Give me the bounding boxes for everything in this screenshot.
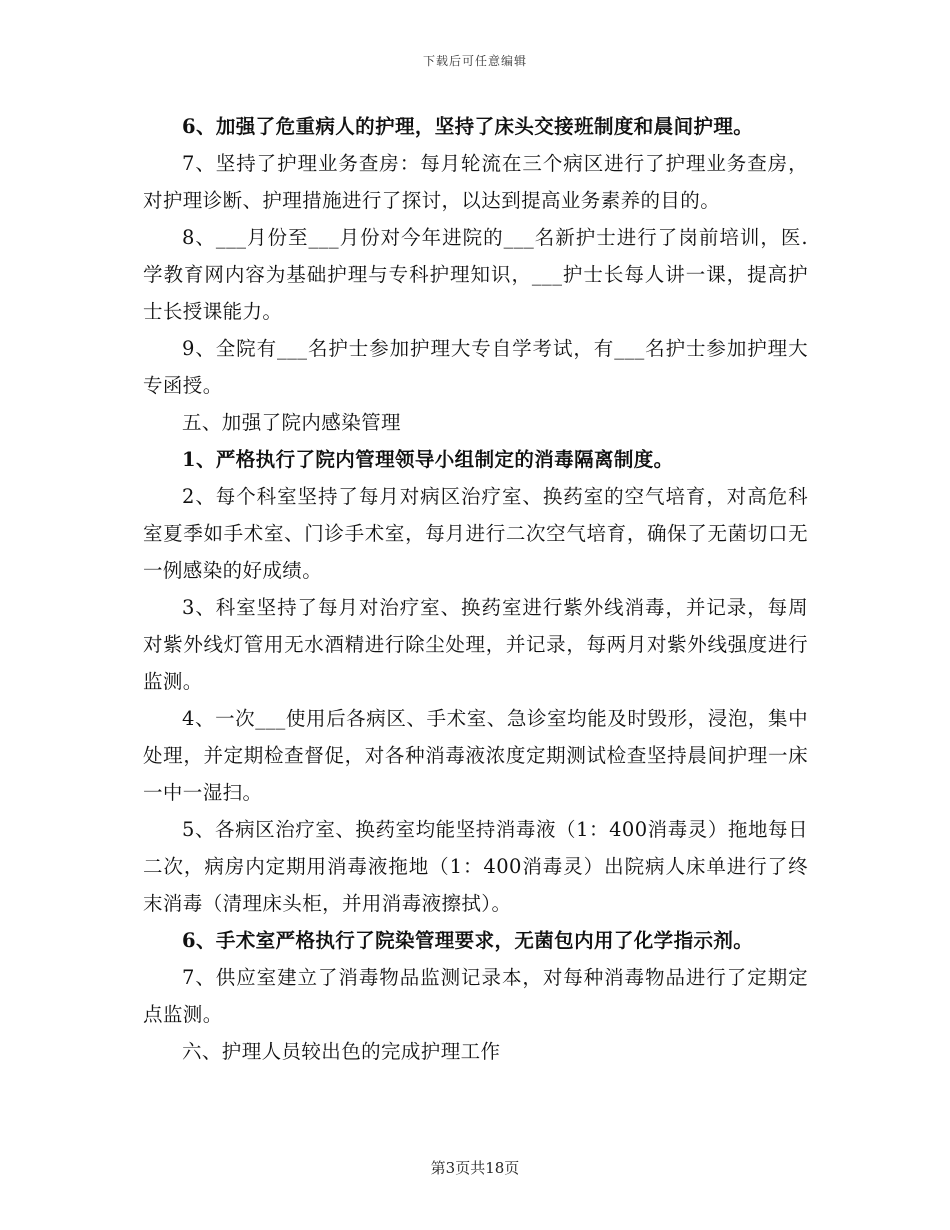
paragraph-8-training: 8、___月份至___月份对今年进院的___名新护士进行了岗前培训，医.学教育网内容为基础护理与专科护理知识，___护士长每人讲一课，提高护士长授课能力。 bbox=[143, 226, 808, 323]
paragraph-7-ward-rounds: 7、坚持了护理业务查房：每月轮流在三个病区进行了护理业务查房，对护理诊断、护理措施进行了探讨，以达到提高业务素养的目的。 bbox=[143, 152, 808, 212]
paragraph-2-air-culture: 2、每个科室坚持了每月对病区治疗室、换药室的空气培育，对高危科室夏季如手术室、门诊手术室，每月进行二次空气培育，确保了无菌切口无一例感染的好成绩。 bbox=[143, 485, 808, 582]
paragraph-5-mopping: 5、各病区治疗室、换药室均能坚持消毒液（1：400消毒灵）拖地每日二次，病房内定期用消毒液拖地（1：400消毒灵）出院病人床单进行了终末消毒（清理床头柜，并用消毒液擦拭）。 bbox=[143, 818, 808, 915]
section-5-heading: 五、加强了院内感染管理 bbox=[182, 411, 401, 434]
document-body bbox=[143, 108, 808, 1070]
paragraph-6-critical-care: 6、加强了危重病人的护理，坚持了床头交接班制度和晨间护理。 bbox=[182, 115, 754, 138]
page-number: 第3页共18页 bbox=[430, 1159, 520, 1177]
paragraph-9-exams: 9、全院有___名护士参加护理大专自学考试，有___名护士参加护理大专函授。 bbox=[143, 337, 808, 397]
paragraph-6-operating-room: 6、手术室严格执行了院染管理要求，无菌包内用了化学指示剂。 bbox=[182, 929, 754, 952]
paragraph-4-disposal: 4、一次___使用后各病区、手术室、急诊室均能及时毁形，浸泡，集中处理，并定期检查督促，对各种消毒液浓度定期测试检查坚持晨间护理一床一中一湿扫。 bbox=[143, 707, 808, 804]
page-header: 下载后可任意编辑 bbox=[422, 54, 527, 68]
section-6-heading: 六、护理人员较出色的完成护理工作 bbox=[182, 1040, 501, 1063]
paragraph-1-disinfection: 1、严格执行了院内管理领导小组制定的消毒隔离制度。 bbox=[182, 448, 674, 471]
paragraph-7-supply-room: 7、供应室建立了消毒物品监测记录本，对每种消毒物品进行了定期定点监测。 bbox=[143, 966, 808, 1026]
paragraph-3-uv: 3、科室坚持了每月对治疗室、换药室进行紫外线消毒，并记录，每周对紫外线灯管用无水酒精进行除尘处理，并记录，每两月对紫外线强度进行监测。 bbox=[143, 596, 808, 693]
